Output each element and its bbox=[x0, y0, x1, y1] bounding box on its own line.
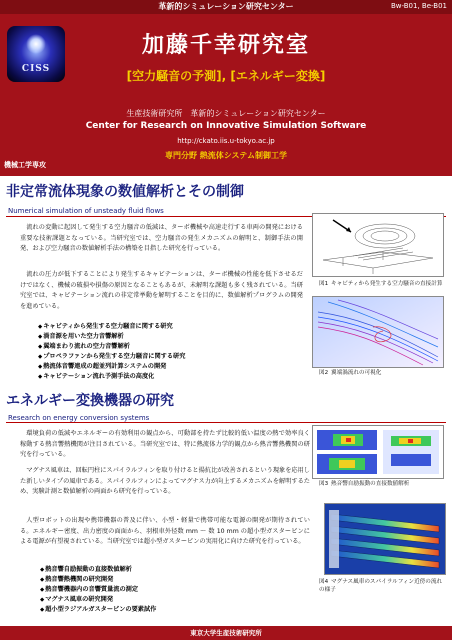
figure-3-image bbox=[312, 425, 444, 479]
lab-title: 加藤千幸研究室 bbox=[141, 33, 310, 58]
list-item: ◆ 翼端まわり流れの空力音響解析 bbox=[38, 342, 303, 352]
institute-english: Center for Research on Innovative Simulation Software bbox=[85, 121, 367, 131]
list-item: ◆ 渦音源を用いた空力音響解析 bbox=[38, 332, 303, 342]
section1-paragraph-2: 流れの圧力が低下することにより発生するキャビテーションは、ターボ機械の性能を低下させるだけではなく、機械の破損や損傷の原因となることもあるが、未解明な課題も多く残されている。当研究室では、キャビテーション流れの非定常挙動を解明することを目的に、数値解析プログラムの開発を進めている。 bbox=[20, 271, 303, 310]
tip-vortex-graphic bbox=[313, 297, 443, 367]
list-item: ◆ 熱音響熱機関の研究開発 bbox=[40, 575, 305, 585]
figure-4-number: 図4 bbox=[319, 579, 329, 585]
list-item: ◆ マグナス風車の研究開発 bbox=[40, 595, 305, 605]
figure-1-caption bbox=[319, 280, 444, 288]
list-item: ◆ 熱音響自励振動の直接数値解析 bbox=[40, 565, 305, 575]
logo-star-icon bbox=[26, 34, 46, 54]
specialty-field: 専門分野 熱流体システム制御工学 bbox=[165, 151, 287, 160]
magnus-windmill-graphic bbox=[325, 504, 445, 574]
lab-subtitle: [空力騒音の予測], [エネルギー変換] bbox=[126, 69, 326, 83]
figure-1-image bbox=[312, 213, 444, 277]
section2-topic-list bbox=[40, 565, 305, 615]
section2-paragraph-3: 人型ロボットの出現や携帯機器の普及に伴い、小型・軽量で携帯可能な電源の開発が期待されている。エネルギー密度、出力密度の面面から、羽根車外径数 mm ～ 数 10 mm の超小型ガスタービンによる電源が有望視されている。当研究室では超小型ガスタービンの実用化に向けた研究を行っている。 bbox=[20, 517, 310, 546]
poster-code: Bw-B01, Be-B01 bbox=[390, 2, 447, 10]
figure-4-caption bbox=[319, 578, 444, 594]
figure-1-caption-text: キャビティから発生する空力騒音の直接計算 bbox=[331, 281, 443, 287]
department-label: 機械工学専攻 bbox=[4, 161, 46, 169]
ciss-logo bbox=[7, 26, 65, 82]
figure-2-number: 図2 bbox=[319, 370, 329, 376]
institute-japanese: 生産技術研究所 革新的シミュレーション研究センター bbox=[126, 109, 326, 118]
cavity-simulation-graphic bbox=[313, 214, 443, 276]
thermoacoustic-contour-graphic bbox=[313, 426, 443, 478]
list-item: ◆ キャビテーション流れ予測手法の高度化 bbox=[38, 372, 303, 382]
figure-2-caption bbox=[319, 369, 444, 377]
section1-topic-list bbox=[38, 322, 303, 383]
figure-3-number: 図3 bbox=[319, 481, 329, 487]
section1-paragraph-1: 流れの変動に起因して発生する空力騒音の低減は、ターボ機械や高速走行する車両の開発における重要な技術課題となっている。当研究室では、空力騒音の発生メカニズムの解明と、制御手法の開発、および空力騒音の数値解析手法の構築を目指した研究を行っている。 bbox=[20, 224, 303, 253]
figure-3-caption bbox=[319, 480, 444, 488]
section2-rule bbox=[6, 422, 446, 423]
figure-2-caption-text: 翼端渦流れの可視化 bbox=[331, 370, 382, 376]
list-item: ◆ プロペラファンから発生する空力騒音に関する研究 bbox=[38, 352, 303, 362]
section1-english-subtitle: Numerical simulation of unsteady fluid flows bbox=[8, 207, 164, 215]
logo-text: CISS bbox=[21, 64, 51, 74]
figure-4-image bbox=[324, 503, 446, 575]
figure-3-caption-text: 熱音響自励振動の直接数値解析 bbox=[331, 481, 410, 487]
section2-english-subtitle: Research on energy conversion systems bbox=[8, 414, 150, 422]
section1-title: 非定常流体現象の数値解析とその制御 bbox=[6, 184, 244, 200]
list-item: ◆ キャビティから発生する空力騒音に関する研究 bbox=[38, 322, 303, 332]
top-bar-center-text: 革新的シミュレーション研究センター bbox=[158, 2, 294, 11]
list-item: ◆ 熱音響機器内の音響質量流の測定 bbox=[40, 585, 305, 595]
lab-url[interactable]: http://ckato.iis.u-tokyo.ac.jp bbox=[177, 137, 275, 145]
list-item: ◆ 熱流体音響連成の超並列計算システムの開発 bbox=[38, 362, 303, 372]
section2-paragraph-1: 環境負荷の低減やエネルギーの有効利用の観点から、可動部を持たず比較的低い温度の熱で効率良く稼動する熱音響熱機関が注目されている。当研究室では、特に熱流体力学的観点から熱音響熱機関の研究を行っている。 bbox=[20, 430, 310, 459]
footer-text: 東京大学生産技術研究所 bbox=[190, 629, 262, 637]
figure-4-caption-text: マグナス風車のスパイラルフィン近傍の流れの様子 bbox=[319, 579, 443, 593]
section2-title: エネルギー変換機器の研究 bbox=[6, 393, 174, 409]
list-item: ◆ 超小型ラジアルガスタービンの要素試作 bbox=[40, 605, 305, 615]
section2-paragraph-2: マグナス風車は、回転円柱にスパイラルフィンを取り付けると揚抗比が改善されるという現象を応用した新しいタイプの風車である。スパイラルフィンによってマグナス力が向上するメカニズムを解明するため、実験計測と数値解析の両面から研究を行っている。 bbox=[20, 467, 310, 496]
figure-2-image bbox=[312, 296, 444, 368]
figure-1-number: 図1 bbox=[319, 281, 329, 287]
